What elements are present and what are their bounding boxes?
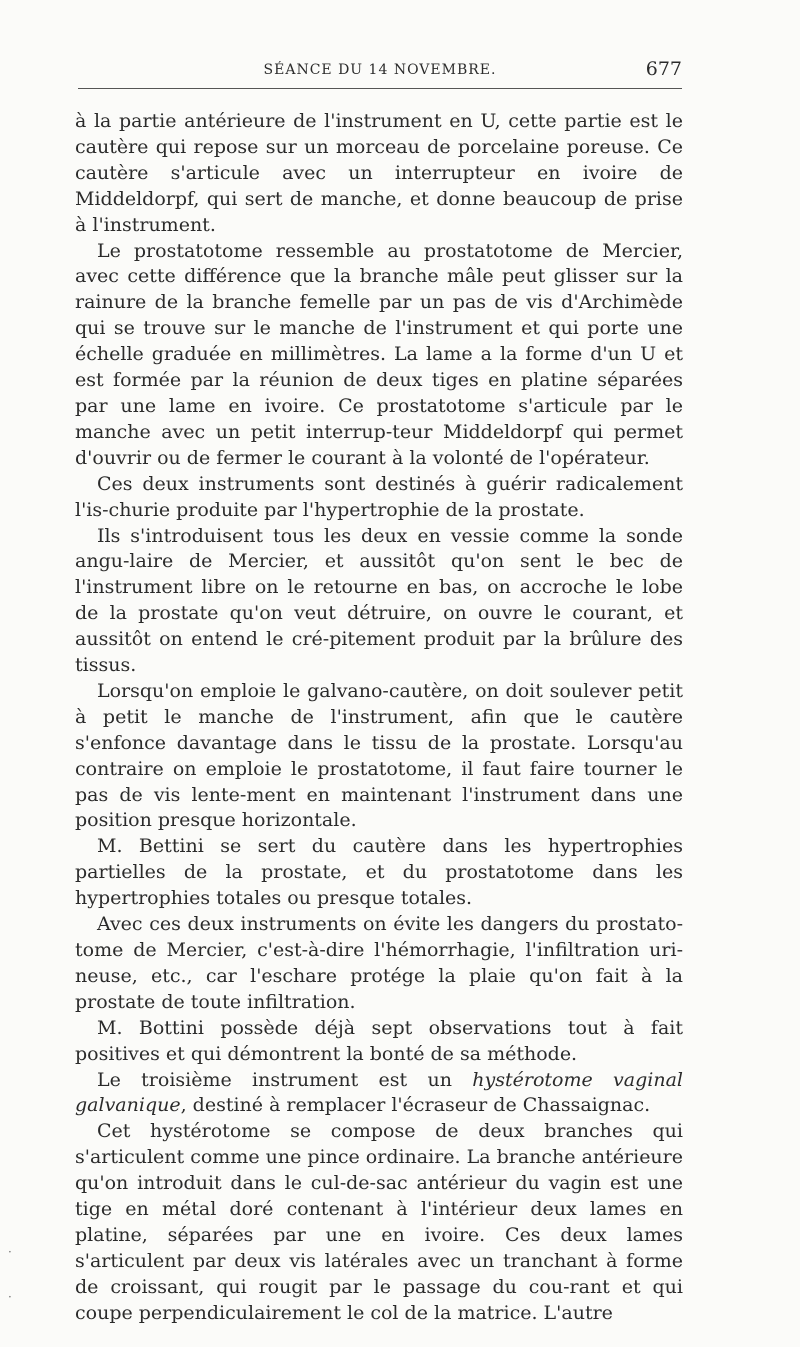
page-number: 677 [645,58,682,80]
paragraph: Ils s'introduisent tous les deux en vessie comme la sonde angu-laire de Mercier, et aussitôt qu'on sent le bec de l'instrument libre on le retourne en bas, on accroche le lobe de la prostate qu'on veut détruire, on ouvre le courant, et aussitôt on entend le cré-pitement produit par la brûlure des tissus. [75,524,683,677]
paragraph: M. Bettini se sert du cautère dans les hypertrophies partielles de la prostate, et du prostatotome dans les hypertrophies totales ou presque totales. [75,835,683,910]
paragraph: Ces deux instruments sont destinés à guérir radicalement l'is-churie produite par l'hypertrophie de la prostate. [75,472,683,521]
body-text [75,109,683,1327]
stray-mark: · [8,1290,12,1304]
paragraph-text: , destiné à remplacer l'écraseur de Chassaignac. [180,1094,651,1117]
paragraph: M. Bottini possède déjà sept observations tout à fait positives et qui démontrent la bonté de sa méthode. [75,1016,683,1065]
paragraph: Cet hystérotome se compose de deux branches qui s'articulent comme une pince ordinaire. La branche antérieure qu'on introduit dans le cul-de-sac antérieur du vagin est une tige en métal doré contenant à l'intérieur deux lames en platine, séparées par une en ivoire. Ces deux lames s'articulent par deux vis latérales avec un tranchant à forme de croissant, qui rougit par le passage du cou-rant et qui coupe perpendiculairement le col de la matrice. L'autre [75,1120,683,1324]
italic-term: hystérotome vaginal galvanique [75,1068,683,1117]
paragraph [75,1068,683,1120]
paragraph: Le prostatotome ressemble au prostatotome de Mercier, avec cette différence que la branche mâle peut glisser sur la rainure de la branche femelle par un pas de vis d'Archimède qui se trouve sur le manche de l'instrument et qui porte une échelle graduée en millimètres. La lame a la forme d'un U et est formée par la réunion de deux tiges en platine séparées par une lame en ivoire. Ce prostatotome s'articule par le manche avec un petit interrup-teur Middeldorpf qui permet d'ouvrir ou de fermer le courant à la volonté de l'opérateur. [75,239,683,469]
page-header [78,60,682,90]
paragraph-text: Le troisième instrument est un [97,1068,473,1091]
header-rule [78,88,682,89]
paragraph: Avec ces deux instruments on évite les dangers du prostato-tome de Mercier, c'est-à-dire l'hémorrhagie, l'infiltration uri-neuse, etc., car l'eschare protége la plaie qu'on fait à la prostate de toute infiltration. [75,913,683,1013]
paragraph: à la partie antérieure de l'instrument en U, cette partie est le cautère qui repose sur un morceau de porcelaine poreuse. Ce cautère s'articule avec un interrupteur en ivoire de Middeldorpf, qui sert de manche, et donne beaucoup de prise à l'instrument. [75,110,683,236]
stray-mark: · [8,1245,12,1259]
paragraph: Lorsqu'on emploie le galvano-cautère, on doit soulever petit à petit le manche de l'instrument, afin que le cautère s'enfonce davantage dans le tissu de la prostate. Lorsqu'au contraire on emploie le prostatotome, il faut faire tourner le pas de vis lente-ment en maintenant l'instrument dans une position presque horizontale. [75,679,683,832]
running-title: SÉANCE DU 14 NOVEMBRE. [263,62,497,78]
